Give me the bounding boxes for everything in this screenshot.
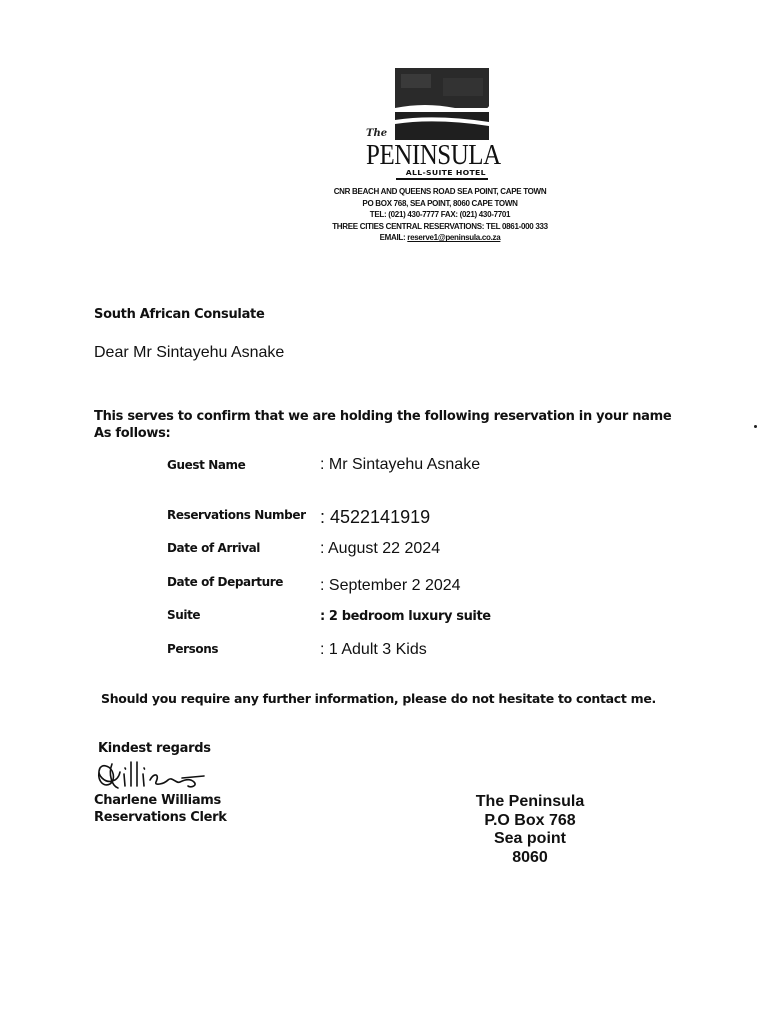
suite-label: Suite: [167, 608, 201, 622]
closing-line: Should you require any further information, please do not hesitate to contact me.: [101, 691, 656, 706]
departure-date-label: Date of Departure: [167, 575, 283, 589]
signature-image: [94, 758, 224, 794]
address-line: CNR BEACH AND QUEENS ROAD SEA POINT, CAPE TOWN: [333, 187, 547, 196]
address-line: TEL: (021) 430-7777 FAX: (021) 430-7701: [369, 210, 511, 220]
brand-name: PENINSULA: [366, 139, 501, 171]
hotel-address-block: [455, 793, 605, 867]
hotel-address-line: 8060: [512, 848, 548, 866]
signer-title: Reservations Clerk: [94, 810, 227, 825]
guest-name-value: : Mr Sintayehu Asnake: [320, 456, 481, 473]
arrival-date-value: : August 22 2024: [320, 540, 441, 557]
hotel-address-line: Sea point: [493, 830, 566, 847]
persons-value: : 1 Adult 3 Kids: [320, 641, 427, 658]
intro-paragraph: [94, 408, 671, 442]
salutation: Dear Mr Sintayehu Asnake: [94, 344, 285, 361]
brand-subtitle: ALL-SUITE HOTEL: [405, 169, 486, 177]
persons-label: Persons: [167, 642, 219, 656]
hotel-address-line: The Peninsula: [475, 793, 585, 810]
email-link[interactable]: reserve1@peninsula.co.za: [407, 233, 501, 243]
letterhead-address: [270, 186, 610, 244]
reservation-number-value: : 4522141919: [320, 507, 431, 527]
suite-value: : 2 bedroom luxury suite: [320, 609, 491, 624]
recipient: South African Consulate: [94, 307, 265, 322]
intro-line: This serves to confirm that we are holding the following reservation in your name: [94, 409, 672, 424]
address-line: PO BOX 768, SEA POINT, 8060 CAPE TOWN: [362, 198, 518, 208]
logo-divider: [396, 178, 488, 180]
hotel-address-line: P.O Box 768: [484, 811, 576, 829]
email-label: EMAIL:: [379, 233, 406, 243]
address-line: THREE CITIES CENTRAL RESERVATIONS: TEL 0861-000 333: [332, 221, 548, 231]
departure-date-value: : September 2 2024: [320, 577, 461, 594]
reservation-number-label: Reservations Number: [167, 508, 306, 522]
intro-line: As follows:: [94, 426, 171, 441]
signer-block: [94, 792, 227, 826]
hotel-logo-image: [395, 68, 489, 140]
signer-name: Charlene Williams: [94, 793, 221, 808]
stray-mark: [754, 425, 757, 428]
regards: Kindest regards: [98, 741, 211, 756]
guest-name-label: Guest Name: [167, 458, 246, 472]
arrival-date-label: Date of Arrival: [167, 541, 261, 555]
brand-prefix: The: [366, 128, 388, 139]
email-line: [270, 232, 610, 244]
